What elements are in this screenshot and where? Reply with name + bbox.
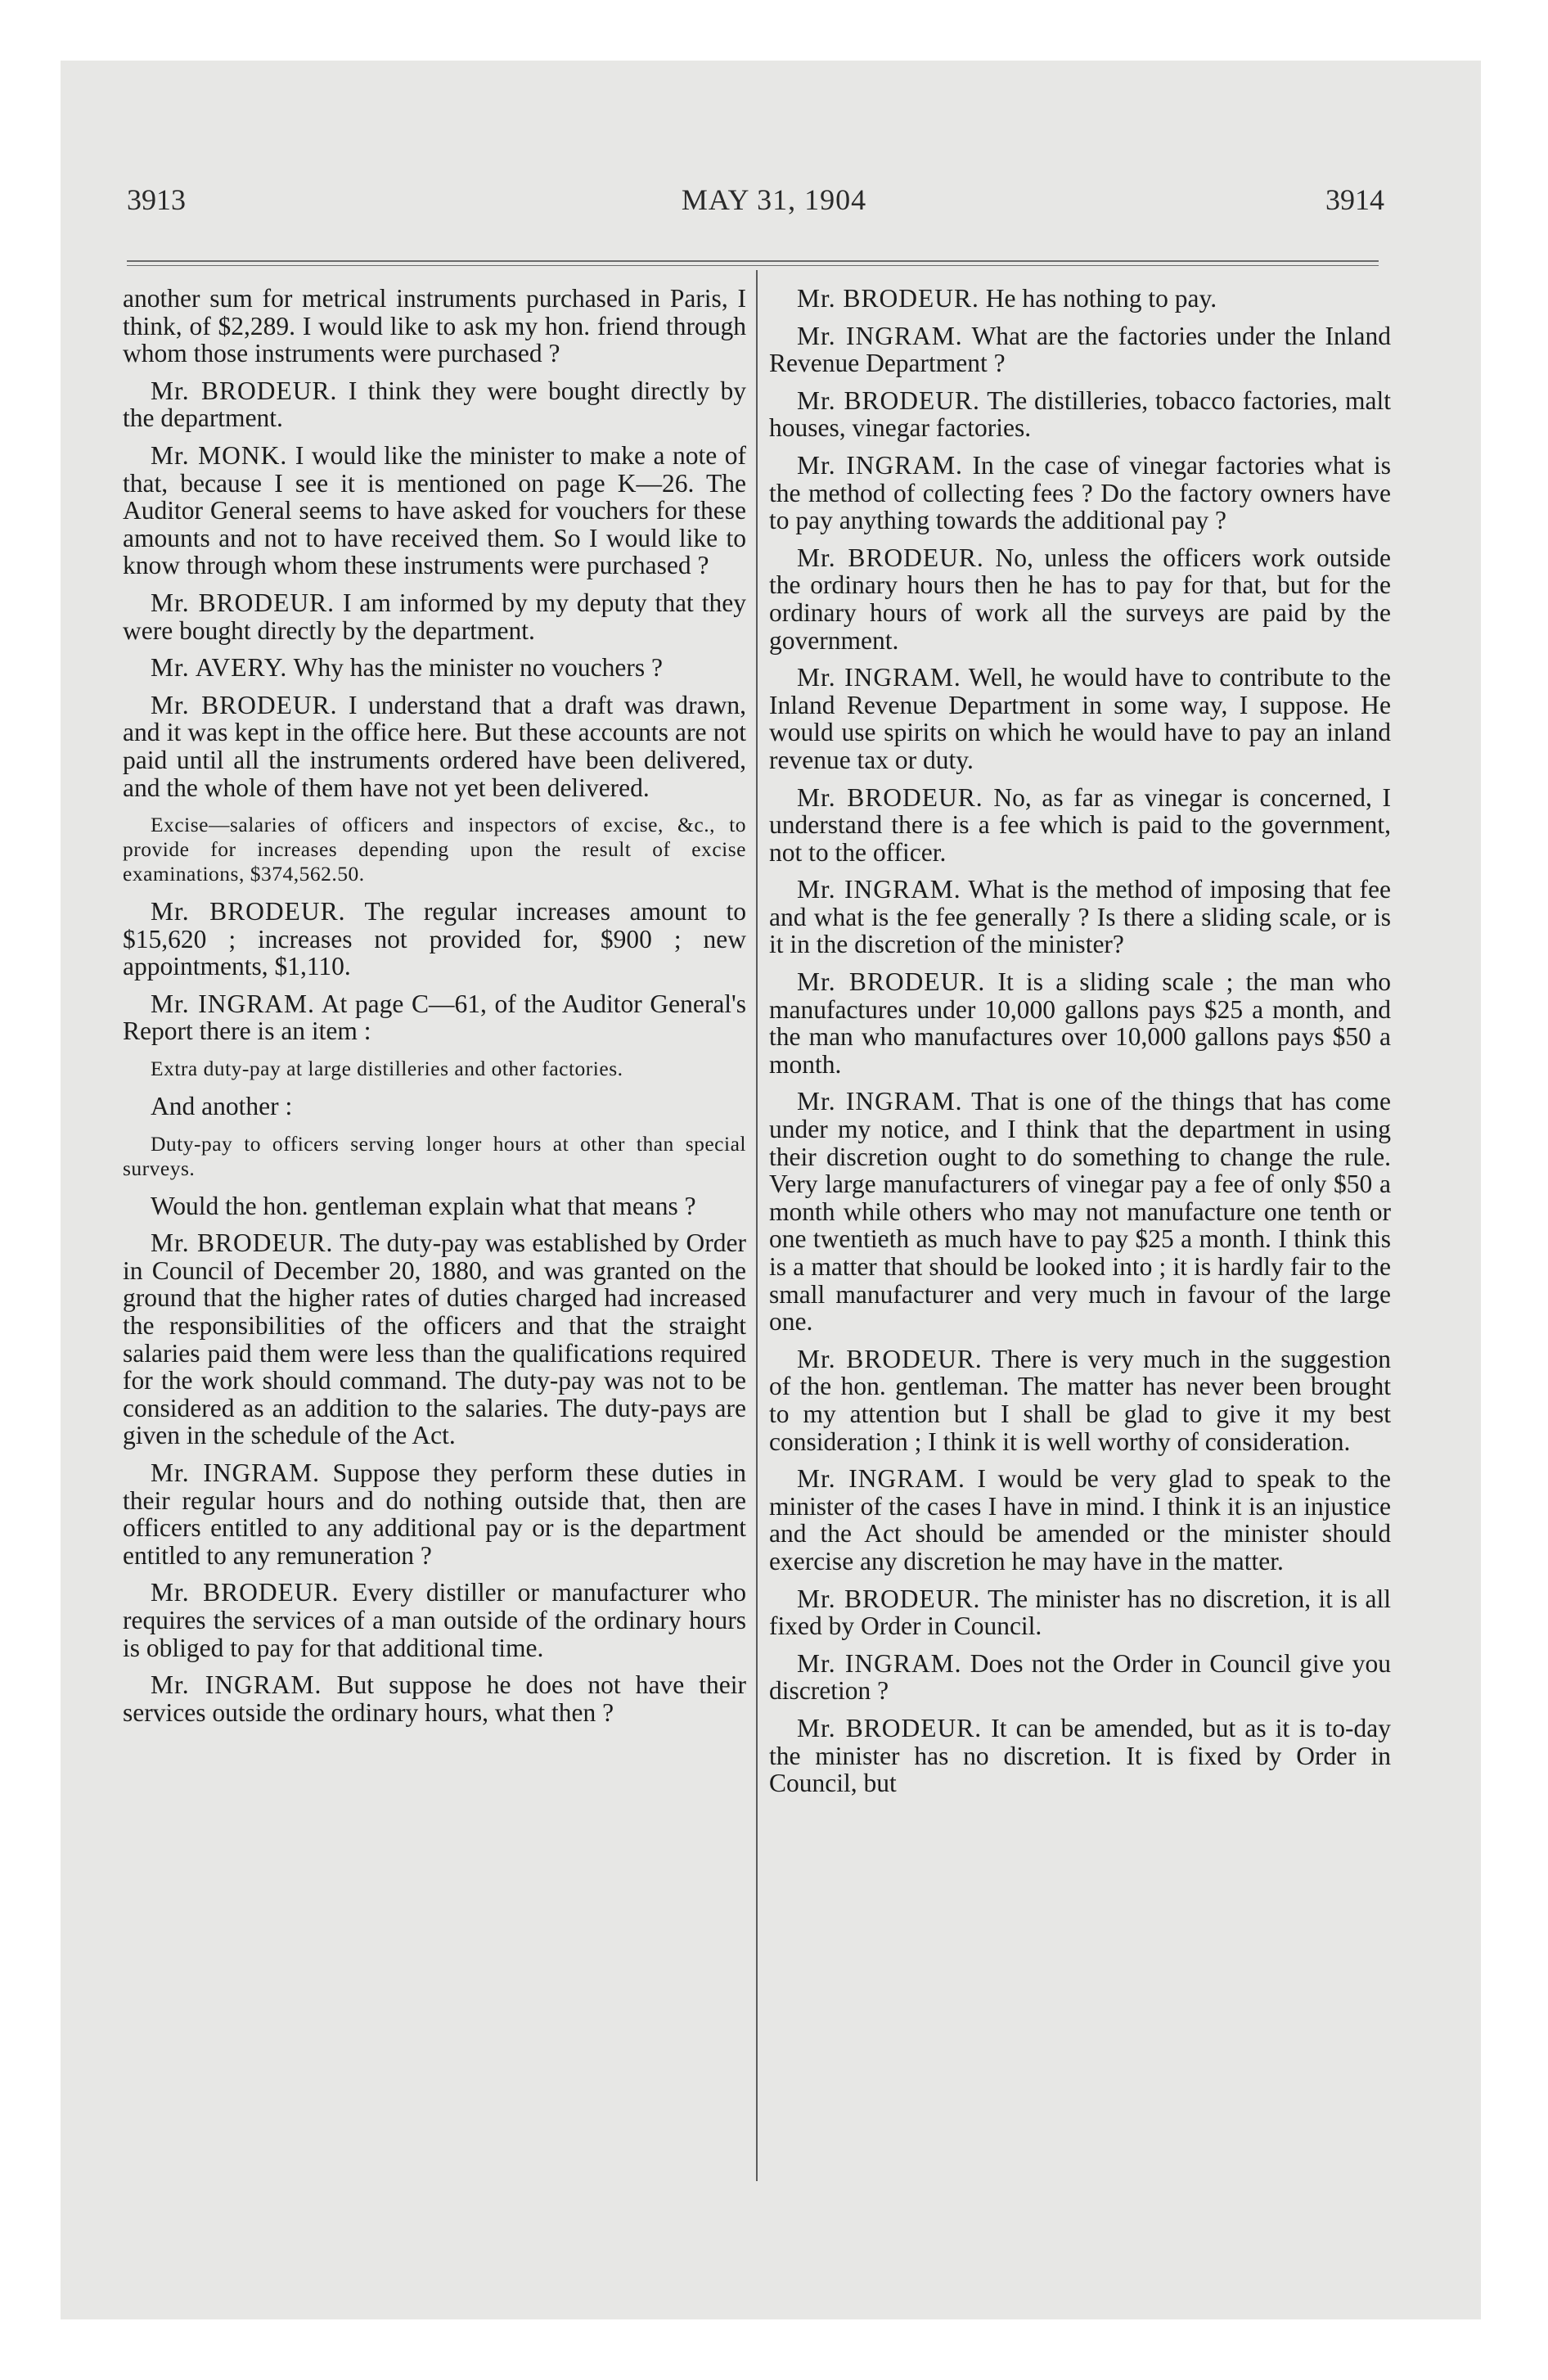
speech-paragraph [769, 1650, 1391, 1705]
paragraph-text: But suppose he does not have their services outside the ordinary hours, what then ? [123, 1670, 747, 1727]
paragraph-text: Every distiller or manufacturer who requires the services of a man outside of the ordinary hours is obliged to pay for that additional time. [123, 1578, 747, 1662]
speaker-name: Mr. BRODEUR. [797, 543, 984, 572]
speech-paragraph [769, 322, 1391, 377]
speaker-name: Mr. BRODEUR. [797, 1344, 983, 1373]
paragraph-text: I think they were bought directly by the department. [123, 376, 747, 433]
speech-paragraph [769, 1585, 1391, 1640]
paragraph-text: At page C—61, of the Auditor General's Report there is an item : [123, 989, 746, 1046]
speaker-name: Mr. INGRAM. [797, 1464, 965, 1494]
speaker-name: Mr. BRODEUR. [797, 1584, 981, 1613]
column-divider [756, 270, 758, 2181]
paragraph-text: No, as far as vinegar is concerned, I understand there is a fee which is paid to the government, not to the officer. [769, 782, 1391, 867]
paragraph-text: I am informed by my deputy that they were bought directly by the department. [123, 588, 746, 645]
header-rule-thin [127, 265, 1379, 266]
estimate-item [123, 1132, 746, 1181]
speech-paragraph [123, 1671, 746, 1726]
speech-paragraph [123, 990, 746, 1045]
speech-paragraph [769, 968, 1391, 1078]
estimate-item [123, 813, 746, 886]
right-column [769, 285, 1391, 1807]
paragraph-text: Would the hon. gentleman explain what that means ? [151, 1191, 696, 1220]
speaker-name: Mr. INGRAM. [797, 1648, 962, 1678]
speaker-name: Mr. BRODEUR. [151, 588, 335, 617]
paragraph-text: He has nothing to pay. [985, 284, 1217, 313]
left-column [123, 285, 746, 1736]
paragraph-text: Excise—salaries of officers and inspectors of excise, &c., to provide for increases depending upon the result of excise examinations, $374,562.50. [123, 813, 746, 886]
speaker-name: Mr. BRODEUR. [151, 1578, 340, 1607]
speech-paragraph [769, 387, 1391, 442]
speaker-name: Mr. INGRAM. [797, 321, 963, 350]
speaker-name: Mr. AVERY. [151, 653, 288, 683]
paragraph-text: I would like the minister to make a note of that, because I see it is mentioned on page K—26. The Auditor General seems to have asked for vouchers for these amounts and not to have received them. So I would like to know through whom these instruments were purchased ? [123, 440, 747, 580]
paragraph-text: In the case of vinegar factories what is the method of collecting fees ? Do the factory owners have to pay anything towards the additional pay ? [769, 450, 1392, 535]
speech-paragraph [123, 442, 746, 579]
paragraph-text: The duty-pay was established by Order in Council of December 20, 1880, and was granted on the ground that the higher rates of duties charged had increased the responsibilities of the officers and that the straight salaries paid them were less than the qualifications required for the work should command. The duty-pay was not to be considered as an addition to the salaries. The duty-pays are given in the schedule of the Act. [123, 1228, 747, 1450]
text-paragraph [123, 1093, 746, 1120]
paragraph-text: Extra duty-pay at large distilleries and other factories. [151, 1057, 623, 1081]
speech-paragraph [769, 285, 1391, 313]
speech-paragraph [123, 1459, 746, 1569]
speech-paragraph [769, 664, 1391, 773]
speech-paragraph [123, 692, 746, 801]
speaker-name: Mr. INGRAM. [151, 1458, 320, 1487]
paragraph-text: It can be amended, but as it is to-day the minister has no discretion. It is fixed by Order in Council, but [769, 1713, 1392, 1798]
speech-paragraph [123, 1229, 746, 1449]
speaker-name: Mr. BRODEUR. [797, 284, 979, 313]
speaker-name: Mr. INGRAM. [797, 663, 961, 692]
paragraph-text: That is one of the things that has come under my notice, and I think that the department in using their discretion ought to do something to change the rule. Very large manufacturers of vinegar pay a fee of only $50 a month while others who may not manufacture one tenth or one twentieth as much have to pay $25 a month. I think this is a matter that should be looked into ; it is hardly fair to the small manufacturer and very much in favour of the large one. [769, 1087, 1392, 1336]
speech-paragraph [769, 784, 1391, 867]
speaker-name: Mr. INGRAM. [151, 989, 315, 1018]
speech-paragraph [769, 1088, 1391, 1335]
paragraph-text: Suppose they perform these duties in their regular hours and do nothing outside that, then are officers entitled to any additional pay or is the department entitled to any remuneration ? [123, 1458, 746, 1570]
speech-paragraph [123, 377, 746, 432]
speech-paragraph [123, 654, 746, 682]
text-paragraph [123, 1192, 746, 1220]
paragraph-text: There is very much in the suggestion of the hon. gentleman. The matter has never been brought to my attention but I shall be glad to give it my best consideration ; I think it is well worthy of consideration. [769, 1344, 1391, 1456]
paragraph-text: No, unless the officers work outside the ordinary hours then he has to pay for that, but for the ordinary hours of work all the surveys are paid by the government. [769, 543, 1392, 655]
speaker-name: Mr. BRODEUR. [151, 897, 346, 926]
speech-paragraph [769, 1715, 1391, 1797]
paragraph-text: And another : [151, 1092, 293, 1121]
paragraph-text: What is the method of imposing that fee and what is the fee generally ? Is there a sliding scale, or is it in the discretion of the minister? [769, 875, 1392, 959]
paragraph-text: Well, he would have to contribute to the Inland Revenue Department in some way, I suppose. He would use spirits on which he would have to pay an inland revenue tax or duty. [769, 663, 1392, 774]
paragraph-text: The minister has no discretion, it is all fixed by Order in Council. [769, 1584, 1392, 1641]
speech-paragraph [123, 898, 746, 980]
paragraph-text: What are the factories under the Inland Revenue Department ? [769, 321, 1392, 378]
speech-paragraph [769, 1465, 1391, 1575]
paragraph-text: Does not the Order in Council give you discretion ? [769, 1648, 1391, 1706]
page-date: MAY 31, 1904 [681, 183, 867, 216]
header-rule [127, 260, 1379, 262]
speaker-name: Mr. BRODEUR. [797, 385, 980, 415]
paragraph-text: The distilleries, tobacco factories, malt houses, vinegar factories. [769, 385, 1392, 443]
speech-paragraph [769, 544, 1391, 654]
speaker-name: Mr. BRODEUR. [151, 376, 338, 405]
speech-paragraph [123, 589, 746, 644]
paragraph-text: I would be very glad to speak to the minister of the cases I have in mind. I think it is an injustice and the Act should be amended or the minister should exercise any discretion he may have in the matter. [769, 1464, 1392, 1575]
speaker-name: Mr. BRODEUR. [151, 690, 338, 719]
paragraph-text: The regular increases amount to $15,620 ; increases not provided for, $900 ; new appointments, $1,110. [123, 897, 746, 981]
page-number-right: 3914 [1325, 183, 1384, 216]
speech-paragraph [769, 1346, 1391, 1455]
speaker-name: Mr. BRODEUR. [151, 1228, 334, 1258]
text-paragraph [123, 285, 746, 367]
speaker-name: Mr. INGRAM. [151, 1670, 322, 1700]
speaker-name: Mr. MONK. [151, 440, 288, 470]
speaker-name: Mr. BRODEUR. [797, 967, 986, 997]
paragraph-text: I understand that a draft was drawn, and it was kept in the office here. But these accounts are not paid until all the instruments ordered have been delivered, and the whole of them have not yet been delivered. [123, 690, 746, 802]
speaker-name: Mr. BRODEUR. [797, 782, 983, 812]
paragraph-text: It is a sliding scale ; the man who manufactures under 10,000 gallons pays $25 a month, and the man who manufactures over 10,000 gallons pays $50 a month. [769, 967, 1392, 1079]
paragraph-text: Why has the minister no vouchers ? [293, 653, 663, 683]
paragraph-text: Duty-pay to officers serving longer hours at other than special surveys. [123, 1131, 746, 1180]
speaker-name: Mr. INGRAM. [797, 875, 961, 904]
speech-paragraph [769, 452, 1391, 534]
speaker-name: Mr. INGRAM. [797, 1087, 963, 1116]
speaker-name: Mr. INGRAM. [797, 450, 963, 480]
page-number-left: 3913 [127, 183, 186, 216]
estimate-item [123, 1057, 746, 1081]
speech-paragraph [123, 1579, 746, 1661]
paragraph-text: another sum for metrical instruments purchased in Paris, I think, of $2,289. I would like to ask my hon. friend through whom those instruments were purchased ? [123, 284, 746, 368]
speaker-name: Mr. BRODEUR. [797, 1713, 983, 1742]
speech-paragraph [769, 876, 1391, 958]
